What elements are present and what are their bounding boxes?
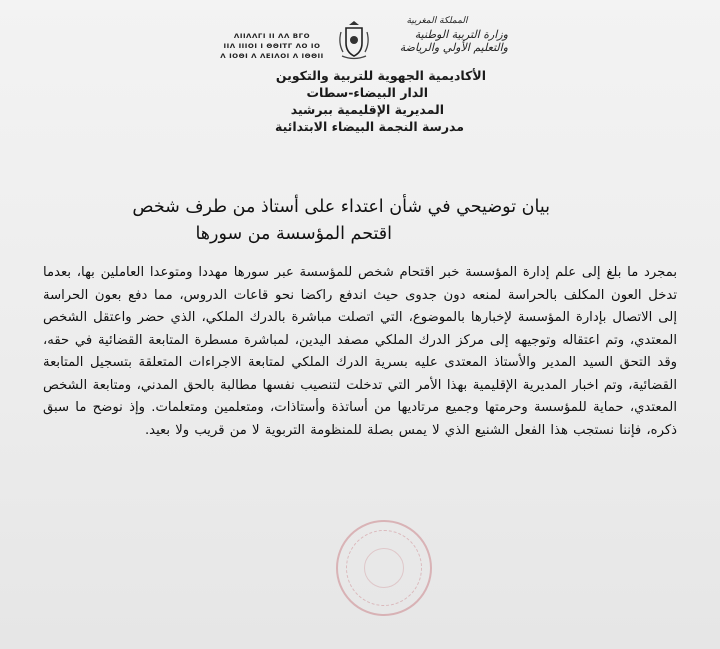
regional-academy: الأكاديمية الجهوية للتربية والتكوين [275, 68, 486, 83]
latin-letterhead-line: ΙΙΛ ΙΙΙΟΙ Ι ΘΘΙΤΓ ΛΟ ΙΟ [223, 42, 321, 50]
provincial-directorate: المديرية الإقليمية ببرشيد [290, 102, 444, 117]
latin-letterhead-line: ΛΙΙΛΛΓΙ ΙΙ ΛΛ ΒΓΟ [233, 32, 311, 40]
latin-letterhead-line: Λ ΙΟΘΙ Λ ΛΕΙΛΟΙ Λ ΙΘΘΙΙ [220, 52, 324, 60]
statement-title [130, 194, 550, 248]
ministry-name: وزارة التربية الوطنية [414, 28, 508, 41]
title-line: اقتحم المؤسسة من سورها [195, 224, 392, 244]
coat-of-arms-icon [337, 19, 371, 61]
kingdom-name: المملكة المغربية [406, 16, 468, 26]
school-name: مدرسة النجمة البيضاء الابتدائية [275, 119, 464, 134]
administrative-header [220, 67, 486, 135]
ministry-letterhead [380, 15, 508, 54]
statement-body: بمجرد ما بلغ إلى علم إدارة المؤسسة خبر اقتحام شخص للمؤسسة عبر سورها مهددا ومتوعدا العاملين بها، بعدما تدخل العون المكلف بالحراسة لمنعه دون جدوى حيث اندفع راكضا نحو قاعات الدروس، مما دفع بعون الحراسة إلى الاتصال بإدارة المؤسسة لإخبارها بالموضوع، التي اتصلت مباشرة بالدرك الملكي، الذي حضر واعتقل الشخص المعتدي، وتم اعتقاله وتوجيهه إلى مركز الدرك الملكي مصفد اليدين، لمباشرة مسطرة المتابعة القضائية في حقه، وقد التحق السيد المدير والأستاذ المعتدى عليه بسرية الدرك الملكي لمتابعة الاجراءات المتعلقة بتسجيل المتابعة القضائية، وتم اخبار المديرية الإقليمية بهذا الأمر التي تدخلت لتنصيب نفسها مطالبة بالحق المدني، ومتابعة الشخص المعتدي، حماية للمؤسسة وحرمتها وجميع مرتاديها من أساتذة وأستاذات، ومتعلمين ومتعلمات. وإذ نوضح ما سبق ذكره، فإننا نستجب هذا الفعل الشنيع الذي لا يمس بصلة للمنظومة التربوية لا من قريب ولا بعيد. [43, 265, 677, 438]
latin-letterhead [212, 32, 332, 62]
region-name: الدار البيضاء-سطات [306, 85, 428, 100]
official-stamp-icon [336, 520, 432, 616]
title-line: بيان توضيحي في شأن اعتداء على أستاذ من طرف شخص [132, 197, 550, 217]
ministry-name-cont: والتعليم الأولي والرياضة [399, 41, 508, 54]
